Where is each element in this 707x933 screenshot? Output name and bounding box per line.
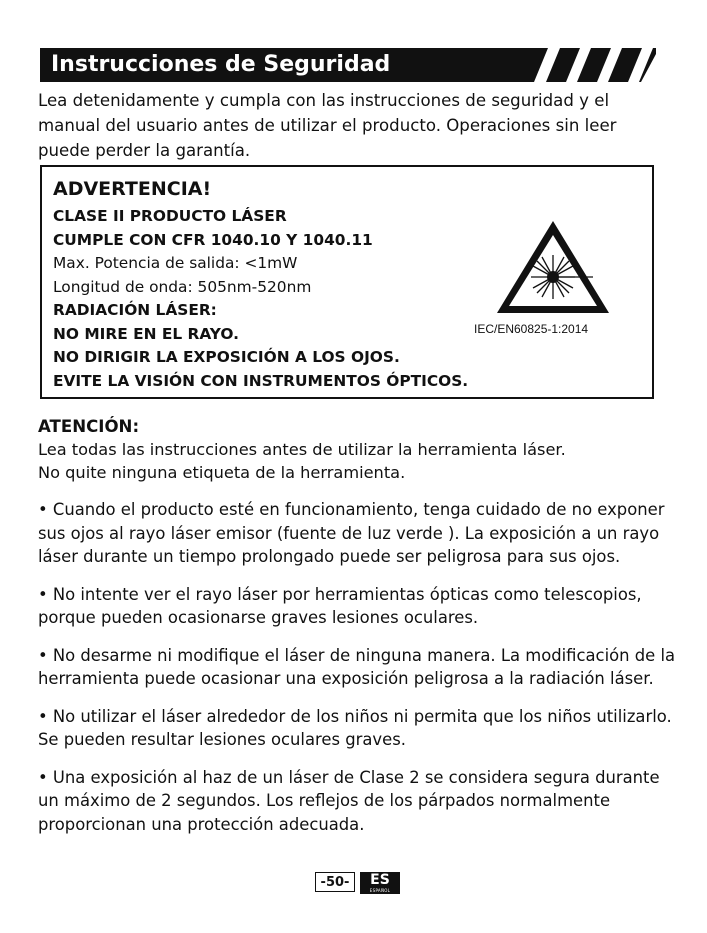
attention-line-labels: No quite ninguna etiqueta de la herramienta. xyxy=(38,463,406,482)
warning-line-class: CLASE II PRODUCTO LÁSER xyxy=(53,207,287,225)
section-header-bar xyxy=(40,48,656,82)
bullet-item: • Una exposición al haz de un láser de Clase 2 se considera segura durante un máximo de 2 segundos. Los reflejos de los párpados normalmente proporcionan una protección adecuada. xyxy=(38,767,660,834)
attention-line-read: Lea todas las instrucciones antes de utilizar la herramienta láser. xyxy=(38,440,566,459)
warning-title: ADVERTENCIA! xyxy=(53,178,212,200)
safety-bullets xyxy=(38,498,678,850)
bullet-item: • No desarme ni modifique el láser de ninguna manera. La modificación de la herramienta puede ocasionar una exposición peligrosa a la radiación láser. xyxy=(38,645,676,688)
page-number: -50- xyxy=(315,872,355,892)
bullet-item: • Cuando el producto esté en funcionamiento, tenga cuidado de no exponer sus ojos al rayo láser emisor (fuente de luz verde ). La exposición a un rayo láser durante un tiempo prolongado puede ser peligrosa para sus ojos. xyxy=(38,500,665,566)
warning-line-power: Max. Potencia de salida: <1mW xyxy=(53,254,298,272)
page-title: Instrucciones de Seguridad xyxy=(51,52,391,77)
warning-line-no-direct: NO DIRIGIR LA EXPOSICIÓN A LOS OJOS. xyxy=(53,348,400,366)
warning-line-wavelength: Longitud de onda: 505nm-520nm xyxy=(53,277,312,296)
intro-paragraph: Lea detenidamente y cumpla con las instrucciones de seguridad y el manual del usuario antes de utilizar el producto. Operaciones sin leer puede perder la garantía. xyxy=(38,91,617,160)
standard-label: IEC/EN60825-1:2014 xyxy=(474,322,589,336)
language-code: ES xyxy=(370,872,390,888)
warning-lines xyxy=(53,205,493,393)
warning-line-compliance: CUMPLE CON CFR 1040.10 Y 1040.11 xyxy=(53,230,373,249)
laser-hazard-icon xyxy=(495,219,611,315)
warning-line-radiation: RADIACIÓN LÁSER: xyxy=(53,301,217,319)
attention-title: ATENCIÓN: xyxy=(38,417,140,436)
language-name: ESPAÑOL xyxy=(369,888,391,893)
warning-box xyxy=(40,165,654,399)
language-badge xyxy=(360,872,400,894)
bullet-item: • No utilizar el láser alrededor de los niños ni permita que los niños utilizarlo. Se pueden resultar lesiones oculares graves. xyxy=(38,706,672,749)
warning-line-no-optics: EVITE LA VISIÓN CON INSTRUMENTOS ÓPTICOS. xyxy=(53,371,469,390)
warning-line-no-stare: NO MIRE EN EL RAYO. xyxy=(53,324,239,343)
bullet-item: • No intente ver el rayo láser por herramientas ópticas como telescopios, porque pueden ocasionarse graves lesiones oculares. xyxy=(38,584,642,627)
attention-section xyxy=(38,415,678,484)
